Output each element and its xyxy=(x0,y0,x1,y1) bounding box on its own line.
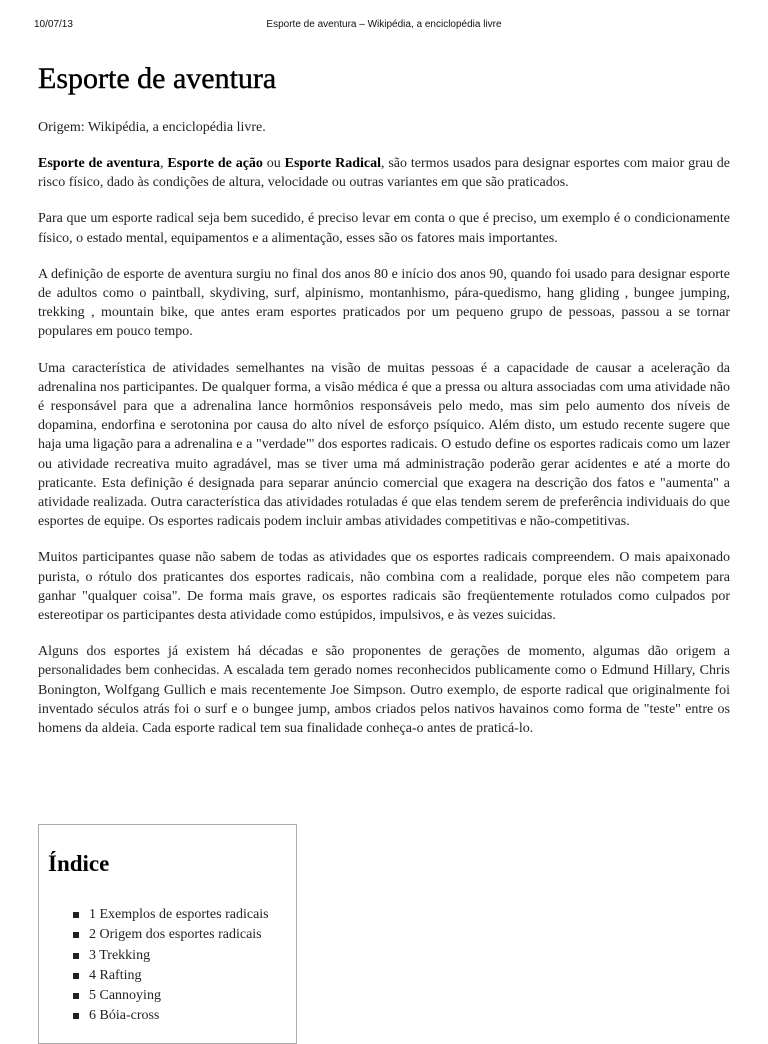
bullet-icon xyxy=(73,953,79,959)
intro-text: , são termos usados para designar esportes com maior grau de risco físico, dado às condições de altura, velocidade ou outras variantes em que são praticados. xyxy=(38,156,731,191)
toc-item-label[interactable]: 2 Origem dos esportes radicais xyxy=(89,927,262,943)
print-document-title: Esporte de aventura – Wikipédia, a enciclopédia livre xyxy=(266,19,502,30)
article-content xyxy=(38,60,730,738)
intro-paragraph xyxy=(38,154,730,192)
paragraph-definition: A definição de esporte de aventura surgiu no final dos anos 80 e início dos anos 90, quando foi usado para designar esporte de adultos como o paintball, skydiving, surf, alpinismo, montanhismo, pára-quedismo, hang gliding , bungee jumping, trekking , mountain bike, que antes eram esportes praticados por um pequeno grupo de pessoas, passou a se tornar populares em pouco tempo. xyxy=(38,266,730,340)
table-of-contents xyxy=(38,824,297,1044)
toc-item-label[interactable]: 4 Rafting xyxy=(89,967,142,983)
toc-item-label[interactable]: 3 Trekking xyxy=(89,947,151,963)
toc-title: Índice xyxy=(48,851,110,876)
toc-list xyxy=(39,905,269,1027)
bullet-icon xyxy=(73,993,79,999)
bullet-icon xyxy=(73,912,79,918)
term-esporte-radical: Esporte Radical xyxy=(284,156,381,171)
bullet-icon xyxy=(73,973,79,979)
print-date: 10/07/13 xyxy=(34,19,73,30)
origin-line: Origem: Wikipédia, a enciclopédia livre. xyxy=(38,120,266,135)
term-esporte-de-aventura: Esporte de aventura xyxy=(38,156,161,171)
paragraph-adrenaline: Uma característica de atividades semelhantes na visão de muitas pessoas é a capacidade de causar a aceleração da adrenalina nos participantes. De qualquer forma, a visão médica é que a pressa ou altura associadas com uma atividade não é responsável para que a adrenalina lance hormônios responsáveis pelo medo, mas sim pelo aumento dos níveis de dopamina, endorfina e serotonina por causa do alto nível de esforço psíquico. Além disto, um estudo recente sugere que haja uma ligação para a adrenalina e a "verdade"' dos esportes radicais. O estudo define os esportes radicais como um lazer ou atividade recreativa muito agradável, mas se tiver uma má administração poderão gerar acidentes e até a morte do praticante. Esta definição é designada para separar anúncio comercial que exagera na descrição dos fatos e "aumenta" a atividade realizada. Outra característica das atividades rotuladas é que elas tendem serem de preferência individuais do que esportes de equipe. Os esportes radicais podem incluir ambas atividades competitivas e não-competitivas. xyxy=(38,360,730,530)
toc-item-label[interactable]: 5 Cannoying xyxy=(89,988,161,1004)
intro-separator-1: , xyxy=(160,156,168,171)
toc-item-cannoying[interactable] xyxy=(39,986,269,1006)
toc-item-label[interactable]: 6 Bóia-cross xyxy=(89,1008,160,1024)
print-header xyxy=(0,19,768,33)
term-esporte-de-acao: Esporte de ação xyxy=(167,156,263,171)
page-title: Esporte de aventura xyxy=(38,62,277,95)
toc-item-exemplos[interactable] xyxy=(39,905,269,925)
paragraph-history: Alguns dos esportes já existem há décadas e são proponentes de gerações de momento, algumas dão origem a personalidades bem conhecidas. A escalada tem gerado nomes reconhecidos publicamente como o Edmund Hillary, Chris Bonington, Wolfgang Gullich e mais recentemente Joe Simpson. Outro exemplo, de esporte radical que originalmente foi inventado séculos atrás foi o surf e o bungee jump, ambos criados pelos nativos havainos como forma de "teste" entre os homens da aldeia. Cada esporte radical tem sua finalidade conheça-o antes de praticá-lo. xyxy=(38,644,730,737)
paragraph-requirements: Para que um esporte radical seja bem sucedido, é preciso levar em conta o que é preciso, um exemplo é o condicionamente físico, o estado mental, equipamentos e a alimentação, esses são os fatores mais importantes. xyxy=(38,211,730,246)
bullet-icon xyxy=(73,932,79,938)
toc-item-trekking[interactable] xyxy=(39,946,269,966)
paragraph-participants: Muitos participantes quase não sabem de todas as atividades que os esportes radicais compreendem. O mais apaixonado purista, o rótulo dos praticantes dos esportes radicais, não combina com a realidade, porque eles não competem para ganhar "qualquer coisa". De forma mais grave, os esportes radicais são freqüentemente rotulados como culpados por estereotipar os participantes desta atividade como estúpidos, impulsivos, e às vezes suicidas. xyxy=(38,550,730,624)
intro-separator-2: ou xyxy=(262,156,285,171)
toc-item-label[interactable]: 1 Exemplos de esportes radicais xyxy=(89,907,269,922)
bullet-icon xyxy=(73,1013,79,1019)
toc-item-rafting[interactable] xyxy=(39,966,269,986)
toc-item-origem[interactable] xyxy=(39,925,269,945)
